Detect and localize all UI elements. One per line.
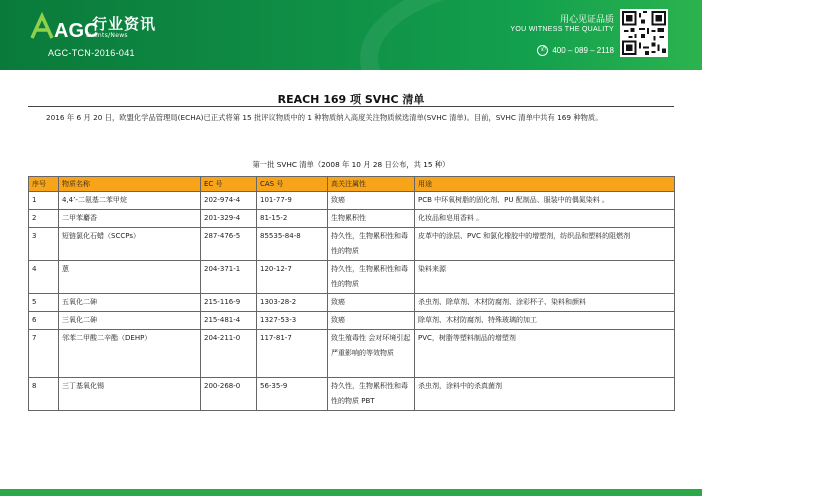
cell-property: 持久性，生物累积性和毒性的物质 <box>328 228 415 261</box>
cell-index: 8 <box>29 378 59 411</box>
cell-ec: 202-974-4 <box>201 192 257 210</box>
cell-cas: 81-15-2 <box>257 210 328 228</box>
cell-property: 致癌 <box>328 312 415 330</box>
header-ec: EC 号 <box>201 177 257 192</box>
phone-text: 400 – 089 – 2118 <box>552 46 614 55</box>
cell-use: 杀虫剂，涂料中的杀真菌剂 <box>415 378 675 411</box>
cell-use: 染料来源 <box>415 261 675 294</box>
document-code: AGC-TCN-2016-041 <box>48 48 135 58</box>
cell-property: 致癌 <box>328 294 415 312</box>
slogan-en: YOU WITNESS THE QUALITY <box>510 26 614 33</box>
cell-property: 致癌 <box>328 192 415 210</box>
cell-substance: 五氧化二砷 <box>59 294 201 312</box>
cell-ec: 200-268-0 <box>201 378 257 411</box>
table-row <box>29 228 675 261</box>
table-row <box>29 261 675 294</box>
cell-substance: 三氧化二砷 <box>59 312 201 330</box>
svhc-table <box>28 176 675 411</box>
cell-ec: 204-371-1 <box>201 261 257 294</box>
cell-index: 7 <box>29 330 59 378</box>
footer-accent-bar <box>0 489 702 496</box>
phone-icon: ✆ <box>537 45 548 56</box>
cell-ec: 204-211-0 <box>201 330 257 378</box>
brand-en: Events/News <box>86 31 128 39</box>
cell-cas: 1327-53-3 <box>257 312 328 330</box>
header-property: 高关注属性 <box>328 177 415 192</box>
cell-use: 除草剂、木材防腐剂、特殊玻璃的加工 <box>415 312 675 330</box>
cell-cas: 56-35-9 <box>257 378 328 411</box>
table-caption: 第一批 SVHC 清单（2008 年 10 月 28 日公布，共 15 种） <box>252 160 450 169</box>
cell-use: 化妆品和皂用香料 。 <box>415 210 675 228</box>
cell-cas: 1303-28-2 <box>257 294 328 312</box>
brand-cn: 行业资讯 <box>92 14 157 33</box>
cell-substance: 蒽 <box>59 261 201 294</box>
cell-cas: 101-77-9 <box>257 192 328 210</box>
header-band <box>0 0 702 70</box>
table-header-row <box>29 177 675 192</box>
table-row <box>29 312 675 330</box>
cell-substance: 短链氯化石蜡（SCCPs） <box>59 228 201 261</box>
svg-text:AGC: AGC <box>54 20 99 42</box>
cell-substance: 邻苯二甲酸二辛酯（DEHP） <box>59 330 201 378</box>
cell-ec: 287-476-5 <box>201 228 257 261</box>
intro-paragraph: 2016 年 6 月 20 日，欧盟化学品管理局(ECHA)已正式将第 15 批评议物质中的 1 种物质纳入高度关注物质候选清单(SVHC 清单)。目前，SVHC 清单中共有 169 种物质。 <box>46 113 603 122</box>
cell-property: 生物累积性 <box>328 210 415 228</box>
agc-logo <box>30 10 156 44</box>
cell-substance: 二甲苯麝香 <box>59 210 201 228</box>
cell-use: PCB 中环氧树脂的固化剂、PU 配制品、服装中的偶氮染料 。 <box>415 192 675 210</box>
cell-cas: 85535-84-8 <box>257 228 328 261</box>
cell-index: 4 <box>29 261 59 294</box>
cell-ec: 201-329-4 <box>201 210 257 228</box>
cell-use: 杀虫剂、除草剂、木材防腐剂、涂彩杯子、染料和颜料 <box>415 294 675 312</box>
header-index: 序号 <box>29 177 59 192</box>
agc-logo-mark <box>30 12 99 42</box>
page-title: REACH 169 项 SVHC 清单 <box>277 93 425 106</box>
table-row <box>29 210 675 228</box>
cell-cas: 117-81-7 <box>257 330 328 378</box>
cell-use: 皮革中的涂层、PVC 和氯化橡胶中的增塑剂，纺织品和塑料的阻燃剂 <box>415 228 675 261</box>
cell-index: 2 <box>29 210 59 228</box>
cell-property: 致生殖毒性 会对环境引起严重影响的等效物质 <box>328 330 415 378</box>
table-row <box>29 378 675 411</box>
cell-property: 持久性，生物累积性和毒性的物质 <box>328 261 415 294</box>
cell-substance: 4,4’-二氨基二苯甲烷 <box>59 192 201 210</box>
cell-ec: 215-116-9 <box>201 294 257 312</box>
cell-cas: 120-12-7 <box>257 261 328 294</box>
cell-index: 5 <box>29 294 59 312</box>
header-use: 用途 <box>415 177 675 192</box>
phone-number[interactable] <box>537 45 614 56</box>
slogan-cn: 用心见证品质 <box>559 15 614 25</box>
cell-property: 持久性，生物累积性和毒性的物质 PBT <box>328 378 415 411</box>
cell-substance: 三丁基氧化锡 <box>59 378 201 411</box>
qr-code-icon[interactable] <box>620 9 668 57</box>
cell-index: 3 <box>29 228 59 261</box>
table-row <box>29 192 675 210</box>
cell-use: PVC，树脂等塑料制品的增塑剂 <box>415 330 675 378</box>
header-cas: CAS 号 <box>257 177 328 192</box>
title-divider <box>28 106 674 107</box>
header-substance: 物质名称 <box>59 177 201 192</box>
cell-index: 1 <box>29 192 59 210</box>
cell-ec: 215-481-4 <box>201 312 257 330</box>
table-row <box>29 330 675 378</box>
table-row <box>29 294 675 312</box>
cell-index: 6 <box>29 312 59 330</box>
